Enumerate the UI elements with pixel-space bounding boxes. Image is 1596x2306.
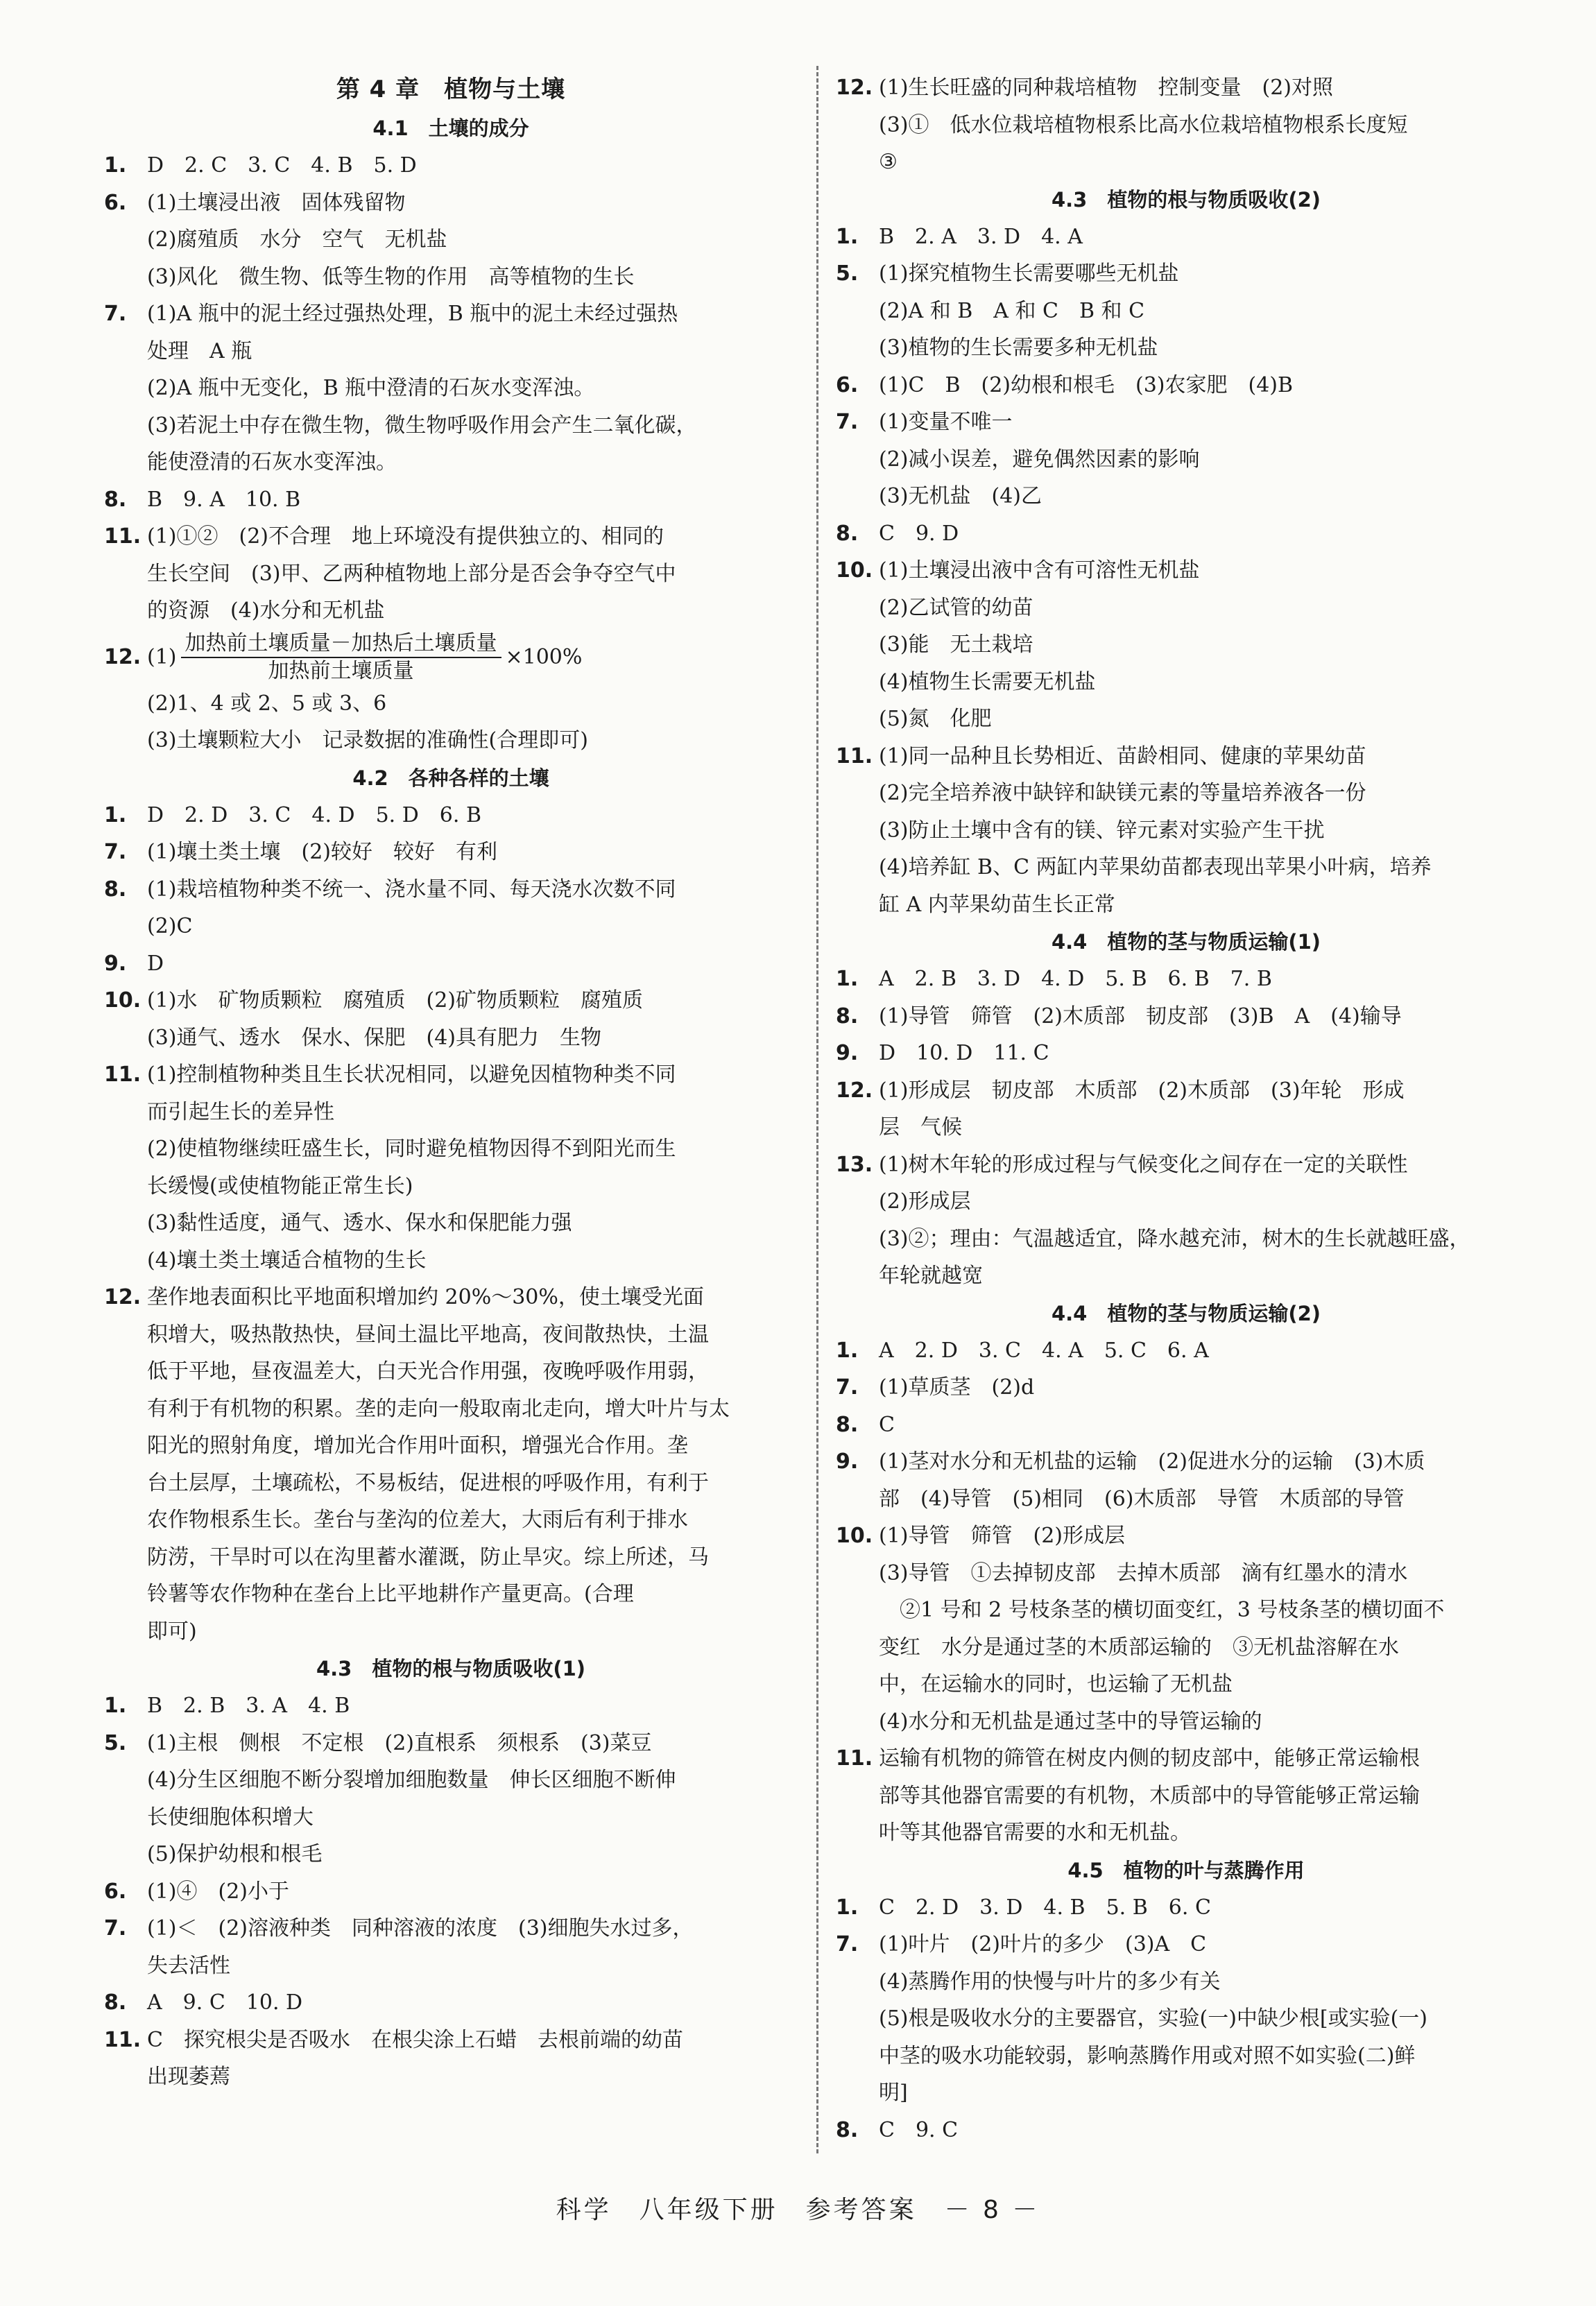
section-title: 4.4 植物的茎与物质运输(1) [1051, 930, 1321, 954]
item-lines [879, 961, 1536, 998]
answer-line: (2)腐殖质 水分 空气 无机盐 [147, 227, 447, 252]
answer-line: (4)培养缸 B、C 两缸内苹果幼苗都表现出苹果小叶病，培养 [879, 855, 1432, 879]
answer-line: (5)氮 化肥 [879, 707, 992, 731]
answer-item [104, 147, 798, 184]
answer-line: 长缓慢(或使植物能正常生长) [147, 1173, 413, 1198]
item-number: 6. [104, 1879, 127, 1904]
chapter-title: 第 4 章 植物与土壤 [336, 76, 566, 103]
item-lines [879, 1406, 1536, 1444]
answer-item [836, 1332, 1536, 1370]
answer-item [104, 834, 798, 871]
item-number: 8. [836, 2117, 859, 2142]
answer-line: (1)A 瓶中的泥土经过强热处理，B 瓶中的泥土未经过强热 [147, 302, 678, 326]
item-lines [879, 1517, 1536, 1740]
answer-line: 铃薯等农作物种在垄台上比平地耕作产量更高。(合理 [147, 1582, 634, 1606]
answer-line: 处理 A 瓶 [147, 338, 252, 363]
answer-line: 叶等其他器官需要的水和无机盐。 [879, 1821, 1191, 1845]
answer-item [836, 738, 1536, 924]
answer-line: 农作物根系生长。垄台与垄沟的位差大，大雨后有利于排水 [147, 1508, 688, 1532]
answer-line: (1)水 矿物质颗粒 腐殖质 (2)矿物质颗粒 腐殖质 [147, 988, 643, 1013]
answer-line: (3)无机盐 (4)乙 [879, 484, 1042, 508]
section-items [836, 1889, 1536, 2149]
answer-line: (3)黏性适度，通气、透水、保水和保肥能力强 [147, 1211, 572, 1235]
answer-line: A 2. D 3. C 4. A 5. C 6. A [879, 1338, 1209, 1363]
section-items [836, 69, 1536, 181]
item-number: 8. [104, 877, 127, 902]
answer-item [836, 1517, 1536, 1740]
answer-line: (1)＜ (2)溶液种类 同种溶液的浓度 (3)细胞失水过多， [147, 1916, 694, 1941]
answer-item [104, 1984, 798, 2022]
answer-line: 能使澄清的石灰水变浑浊。 [147, 450, 397, 474]
section-title: 4.1 土壤的成分 [372, 117, 529, 140]
answer-line: D 2. C 3. C 4. B 5. D [147, 153, 417, 178]
answer-line: (1)④ (2)小于 [147, 1879, 289, 1904]
formula-suffix: ×100% [505, 645, 583, 669]
answer-item [104, 295, 798, 481]
item-lines [879, 367, 1536, 404]
answer-item [836, 404, 1536, 515]
answer-item [104, 184, 798, 296]
answer-line: 低于平地，昼夜温差大，白天光合作用强，夜晚呼吸作用弱， [147, 1359, 709, 1384]
answer-line: C 9. C [879, 2117, 959, 2142]
answer-line: 缸 A 内苹果幼苗生长正常 [879, 892, 1115, 917]
item-lines [879, 1146, 1536, 1295]
item-number: 12. [104, 645, 141, 669]
answer-line: A 2. B 3. D 4. D 5. B 6. B 7. B [879, 967, 1272, 991]
answer-line: (3)导管 ①去掉韧皮部 去掉木质部 滴有红墨水的清水 [879, 1560, 1408, 1585]
answer-item [836, 367, 1536, 404]
formula-item [104, 630, 798, 685]
item-number: 1. [104, 1694, 127, 1718]
answer-line: (1)同一品种且长势相近、苗龄相同、健康的苹果幼苗 [879, 743, 1366, 768]
fraction-denominator: 加热前土壤质量 [268, 658, 414, 683]
item-lines [879, 404, 1536, 515]
answer-line: 阳光的照射角度，增加光合作用叶面积，增强光合作用。垄 [147, 1434, 688, 1458]
answer-line: 垄作地表面积比平地面积增加约 20%～30%，使土壤受光面 [147, 1285, 704, 1309]
answer-line: ③ [879, 150, 898, 174]
item-number: 8. [836, 1412, 859, 1437]
section-title: 4.5 植物的叶与蒸腾作用 [1067, 1858, 1305, 1882]
item-number: 7. [104, 840, 127, 864]
section-items [104, 147, 798, 630]
answer-line: (4)水分和无机盐是通过茎中的导管运输的 [879, 1709, 1262, 1734]
answer-item [836, 69, 1536, 181]
answer-line: B 2. A 3. D 4. A [879, 224, 1083, 249]
item-lines [879, 2112, 1536, 2149]
item-lines [879, 552, 1536, 738]
answer-item [104, 1056, 798, 1279]
answer-item [104, 871, 798, 945]
answer-line: (1)导管 筛管 (2)木质部 韧皮部 (3)B A (4)输导 [879, 1004, 1402, 1029]
section-items [836, 218, 1536, 924]
answer-item [104, 685, 798, 759]
item-number: 7. [836, 1375, 859, 1400]
answer-line: 有利于有机物的积累。垄的走向一般取南北走向，增大叶片与太 [147, 1396, 730, 1421]
answer-line: (1)控制植物种类且生长状况相同，以避免因植物种类不同 [147, 1062, 676, 1087]
section-title: 4.4 植物的茎与物质运输(2) [1051, 1301, 1321, 1325]
item-number: 9. [836, 1449, 859, 1474]
answer-line: (3)土壤颗粒大小 记录数据的准确性(合理即可) [147, 728, 588, 752]
item-number: 11. [104, 1062, 141, 1087]
answer-line: 台土层厚，土壤疏松，不易板结，促进根的呼吸作用，有利于 [147, 1470, 709, 1495]
answer-line: (2)减小误差，避免偶然因素的影响 [879, 447, 1200, 472]
item-number: 11. [836, 743, 873, 768]
answer-line: (4)蒸腾作用的快慢与叶片的多少有关 [879, 1969, 1221, 1994]
item-lines [147, 1910, 798, 1984]
answer-line: B 9. A 10. B [147, 487, 301, 512]
answer-line: 明] [879, 2081, 908, 2105]
answer-line: (3)① 低水位栽培植物根系比高水位栽培植物根系长度短 [879, 112, 1408, 137]
item-lines [147, 834, 798, 871]
answer-item [836, 1146, 1536, 1295]
answer-line: D 2. D 3. C 4. D 5. D 6. B [147, 802, 482, 827]
fraction [181, 630, 501, 685]
item-lines [147, 147, 798, 184]
item-number: 10. [836, 558, 873, 583]
section-items [104, 1687, 798, 2096]
item-lines [147, 295, 798, 481]
item-lines [147, 871, 798, 945]
answer-line: 长使细胞体积增大 [147, 1805, 314, 1830]
answer-line: A 9. C 10. D [147, 1990, 303, 2015]
answer-line: C 9. D [879, 521, 959, 546]
answer-item [836, 2112, 1536, 2149]
item-number: 6. [104, 190, 127, 215]
item-lines [879, 1369, 1536, 1406]
answer-line: 而引起生长的差异性 [147, 1099, 334, 1124]
item-lines [147, 1056, 798, 1279]
item-lines [879, 1740, 1536, 1852]
answer-item [836, 998, 1536, 1035]
item-number: 1. [104, 153, 127, 178]
answer-item [104, 1687, 798, 1725]
item-number: 11. [104, 2027, 141, 2052]
answer-line: (1)导管 筛管 (2)形成层 [879, 1524, 1125, 1548]
answer-line: (2)使植物继续旺盛生长，同时避免植物因得不到阳光而生 [147, 1137, 676, 1161]
item-number: 12. [104, 1285, 141, 1309]
item-lines [147, 1279, 798, 1650]
answer-line: (1)草质茎 (2)d [879, 1375, 1035, 1400]
item-lines [147, 481, 798, 519]
answer-line: (1)变量不唯一 [879, 410, 1013, 434]
item-lines [879, 255, 1536, 367]
answer-item [836, 1406, 1536, 1444]
answer-item [104, 982, 798, 1056]
answer-item [836, 961, 1536, 998]
page-footer: 科学 八年级下册 参考答案 － 8 － [556, 2196, 1040, 2224]
answer-line: D [147, 951, 164, 976]
answer-item [836, 552, 1536, 738]
answer-line: (3)植物的生长需要多种无机盐 [879, 336, 1158, 360]
answer-line: 失去活性 [147, 1953, 230, 1978]
answer-item [836, 1035, 1536, 1072]
item-lines [879, 1889, 1536, 1927]
item-lines [147, 1725, 798, 1873]
item-number: 6. [836, 372, 859, 397]
answer-line: D 10. D 11. C [879, 1041, 1049, 1065]
answer-line: (1)土壤浸出液 固体残留物 [147, 190, 406, 215]
answer-line: (2)乙试管的幼苗 [879, 595, 1033, 620]
item-lines [147, 1873, 798, 1911]
answer-item [836, 1072, 1536, 1146]
answer-line: C 2. D 3. D 4. B 5. B 6. C [879, 1895, 1211, 1920]
item-number: 1. [836, 967, 859, 991]
answer-line: (3)防止土壤中含有的镁、锌元素对实验产生干扰 [879, 818, 1325, 843]
section-items [836, 1332, 1536, 1852]
answer-line: (1)探究植物生长需要哪些无机盐 [879, 261, 1179, 286]
answer-line: (3)通气、透水 保水、保肥 (4)具有肥力 生物 [147, 1025, 601, 1050]
answer-line: 中，在运输水的同时，也运输了无机盐 [879, 1672, 1233, 1696]
answer-item [104, 1910, 798, 1984]
answer-line: (1)叶片 (2)叶片的多少 (3)A C [879, 1932, 1207, 1956]
right-column [836, 69, 1536, 2149]
item-lines [147, 685, 798, 759]
item-lines [147, 797, 798, 834]
answer-line: (4)分生区细胞不断分裂增加细胞数量 伸长区细胞不断伸 [147, 1768, 676, 1792]
item-lines [879, 1443, 1536, 1517]
item-number: 13. [836, 1152, 873, 1177]
answer-item [836, 515, 1536, 553]
item-number: 10. [836, 1524, 873, 1548]
answer-item [836, 255, 1536, 367]
answer-item [104, 2022, 798, 2096]
answer-item [104, 1725, 798, 1873]
answer-line: (2)A 瓶中无变化，B 瓶中澄清的石灰水变浑浊。 [147, 376, 595, 400]
answer-line: 中茎的吸水功能较弱，影响蒸腾作用或对照不如实验(二)鲜 [879, 2043, 1416, 2068]
item-number: 8. [836, 521, 859, 546]
answer-line: (2)1、4 或 2、5 或 3、6 [147, 691, 387, 716]
item-lines [879, 998, 1536, 1035]
answer-line: B 2. B 3. A 4. B [147, 1694, 350, 1718]
item-number: 1. [836, 1338, 859, 1363]
answer-item [104, 1873, 798, 1911]
answer-line: (2)C [147, 914, 193, 938]
answer-line: (1)壤土类土壤 (2)较好 较好 有利 [147, 840, 497, 864]
answer-line: (2)完全培养液中缺锌和缺镁元素的等量培养液各一份 [879, 781, 1366, 805]
item-number: 12. [836, 1078, 873, 1103]
answer-line: (4)壤土类土壤适合植物的生长 [147, 1248, 427, 1273]
answer-line: (3)若泥土中存在微生物，微生物呼吸作用会产生二氧化碳， [147, 413, 697, 438]
item-number: 9. [836, 1041, 859, 1065]
answer-item [104, 1279, 798, 1650]
answer-line: (1)树木年轮的形成过程与气候变化之间存在一定的关联性 [879, 1152, 1408, 1177]
item-number: 1. [836, 224, 859, 249]
item-number: 12. [836, 76, 873, 100]
answer-line: (1)土壤浸出液中含有可溶性无机盐 [879, 558, 1200, 583]
answer-line: 的资源 (4)水分和无机盐 [147, 599, 385, 623]
answer-line: 部 (4)导管 (5)相同 (6)木质部 导管 木质部的导管 [879, 1486, 1405, 1511]
item-number: 5. [104, 1730, 127, 1755]
answer-line: (1)C B (2)幼根和根毛 (3)农家肥 (4)B [879, 372, 1294, 397]
answer-item [104, 797, 798, 834]
answer-line: (1)栽培植物种类不统一、浇水量不同、每天浇水次数不同 [147, 877, 676, 902]
item-number: 7. [836, 1932, 859, 1956]
section-title: 4.3 植物的根与物质吸收(2) [1051, 187, 1321, 212]
item-lines [879, 1926, 1536, 2112]
item-number: 10. [104, 988, 141, 1013]
answer-item [836, 1926, 1536, 2112]
answer-line: C 探究根尖是否吸水 在根尖涂上石蜡 去根前端的幼苗 [147, 2027, 683, 2052]
item-number: 5. [836, 261, 859, 286]
answer-line: (2)A 和 B A 和 C B 和 C [879, 298, 1145, 323]
answer-line: ②1 号和 2 号枝条茎的横切面变红，3 号枝条茎的横切面不 [879, 1598, 1445, 1622]
answer-item [836, 1369, 1536, 1406]
answer-line: 出现萎蔫 [147, 2065, 230, 2089]
answer-line: (1)主根 侧根 不定根 (2)直根系 须根系 (3)菜豆 [147, 1730, 652, 1755]
answer-line: (5)保护幼根和根毛 [147, 1842, 323, 1866]
section-title: 4.3 植物的根与物质吸收(1) [316, 1657, 586, 1680]
section-items [836, 961, 1536, 1295]
column-divider [816, 66, 818, 2153]
answer-item [836, 1740, 1536, 1852]
answer-line: 变红 水分是通过茎的木质部运输的 ③无机盐溶解在水 [879, 1635, 1399, 1660]
item-lines [879, 738, 1536, 924]
item-number: 1. [836, 1895, 859, 1920]
section-title: 4.2 各种各样的土壤 [352, 766, 549, 790]
answer-line: 层 气候 [879, 1115, 962, 1139]
answer-line: (3)风化 微生物、低等生物的作用 高等植物的生长 [147, 264, 635, 289]
item-lines [147, 518, 798, 630]
item-lines [147, 2022, 798, 2096]
item-lines [879, 1072, 1536, 1146]
item-number: 8. [836, 1004, 859, 1029]
answer-line: (4)植物生长需要无机盐 [879, 669, 1096, 694]
answer-line: (3)能 无土栽培 [879, 633, 1033, 657]
item-lines [879, 69, 1536, 181]
item-number: 9. [104, 951, 127, 976]
answer-line: (2)形成层 [879, 1189, 971, 1214]
fraction-numerator: 加热前土壤质量－加热后土壤质量 [181, 630, 501, 658]
item-number: 8. [104, 1990, 127, 2015]
answer-line: 防涝，干旱时可以在沟里蓄水灌溉，防止旱灾。综上所述，马 [147, 1544, 709, 1569]
answer-line: 生长空间 (3)甲、乙两种植物地上部分是否会争夺空气中 [147, 561, 676, 586]
item-lines [879, 515, 1536, 553]
answer-line: (1)形成层 韧皮部 木质部 (2)木质部 (3)年轮 形成 [879, 1078, 1405, 1103]
item-number: 1. [104, 802, 127, 827]
answer-item [104, 945, 798, 983]
answer-line: 积增大，吸热散热快，昼间土温比平地高，夜间散热快，土温 [147, 1322, 709, 1347]
item-lines [879, 218, 1536, 256]
item-number: 11. [104, 524, 141, 549]
answer-line: (5)根是吸收水分的主要器官，实验(一)中缺少根[或实验(一) [879, 2006, 1428, 2031]
item-lines [147, 1984, 798, 2022]
left-column [104, 69, 798, 2096]
item-lines [147, 1687, 798, 1725]
answer-line: 运输有机物的筛管在树皮内侧的韧皮部中，能够正常运输根 [879, 1746, 1420, 1771]
section-items [104, 797, 798, 1651]
item-number: 7. [104, 1916, 127, 1941]
answer-item [836, 218, 1536, 256]
answer-line: (1)茎对水分和无机盐的运输 (2)促进水分的运输 (3)木质 [879, 1449, 1425, 1474]
item-lines [879, 1332, 1536, 1370]
answer-line: (1)①② (2)不合理 地上环境没有提供独立的、相同的 [147, 524, 664, 549]
item-number: 7. [104, 302, 127, 326]
answer-item [104, 481, 798, 519]
answer-item [104, 518, 798, 630]
answer-line: 部等其他器官需要的有机物，木质部中的导管能够正常运输 [879, 1783, 1420, 1808]
item-number: 8. [104, 487, 127, 512]
answer-line: 即可) [147, 1619, 197, 1644]
item-lines [147, 982, 798, 1056]
answer-item [836, 1889, 1536, 1927]
item-lines [147, 184, 798, 296]
answer-item [836, 1443, 1536, 1517]
answer-line: (1)生长旺盛的同种栽培植物 控制变量 (2)对照 [879, 76, 1333, 100]
item-lines [879, 1035, 1536, 1072]
answer-line: C [879, 1412, 895, 1437]
answer-line: (3)②；理由：气温越适宜，降水越充沛，树木的生长就越旺盛， [879, 1226, 1470, 1251]
item-lines [147, 945, 798, 983]
formula-prefix: (1) [147, 645, 177, 669]
item-number: 7. [836, 410, 859, 434]
item-number: 11. [836, 1746, 873, 1771]
answer-line: 年轮就越宽 [879, 1264, 983, 1288]
